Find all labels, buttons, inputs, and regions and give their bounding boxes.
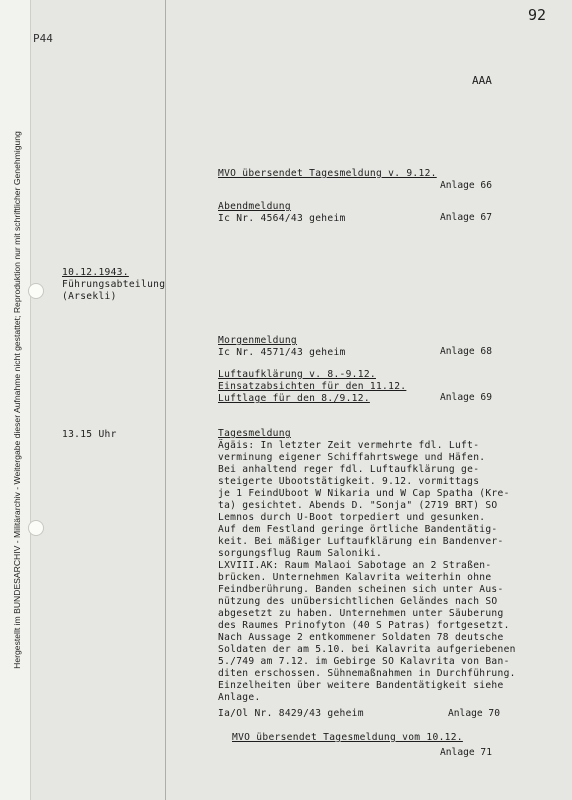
punch-hole-bottom [28, 520, 44, 536]
anlage-67: Anlage 67 [440, 212, 492, 223]
body-line: Auf dem Festland geringe örtliche Bandentätig- [218, 524, 498, 535]
body-line: sorgungsflug Raum Saloniki. [218, 548, 383, 559]
body-line: brücken. Unternehmen Kalavrita weiterhin ohne [218, 572, 492, 583]
body-line: ta) gesichtet. Abends D. "Sonja" (2719 BRT) SO [218, 500, 498, 511]
body-line: Nach Aussage 2 entkommener Soldaten 78 deutsche [218, 632, 504, 643]
body-line: nützung des unübersichtlichen Geländes nach SO [218, 596, 498, 607]
anlage-69: Anlage 69 [440, 392, 492, 403]
evening-report-ref: Ic Nr. 4564/43 geheim [218, 213, 346, 224]
morning-report-title: Morgenmeldung [218, 335, 297, 346]
mvo-report-1: MVO übersendet Tagesmeldung v. 9.12. [218, 168, 437, 179]
archive-notice: Hergestellt im BUNDESARCHIV - Militärarchiv - Weitergabe dieser Aufnahme nicht gestattet; Reproduktion nur mit schriftlicher Genehmigung [12, 131, 22, 669]
daily-report-ref: Ia/Ol Nr. 8429/43 geheim [218, 708, 364, 719]
body-line: diten erschossen. Sühnemaßnahmen in Durchführung. [218, 668, 516, 679]
body-line: Soldaten der am 5.10. bei Kalavrita aufgeriebenen [218, 644, 516, 655]
body-line: keit. Bei mäßiger Luftaufklärung ein Bandenver- [218, 536, 504, 547]
mvo-report-2: MVO übersendet Tagesmeldung vom 10.12. [232, 732, 463, 743]
morning-report-ref: Ic Nr. 4571/43 geheim [218, 347, 346, 358]
body-line: Anlage. [218, 692, 261, 703]
punch-hole-top [28, 283, 44, 299]
margin-time: 13.15 Uhr [62, 429, 117, 440]
daily-report-title: Tagesmeldung [218, 428, 291, 439]
body-line: Lemnos durch U-Boot torpediert und gesunken. [218, 512, 486, 523]
top-mark: AAA [472, 74, 492, 87]
margin-line [165, 0, 166, 800]
margin-department-code: (Arsekli) [62, 291, 117, 302]
body-line: steigerte Ubootstätigkeit. 9.12. vormittags [218, 476, 480, 487]
body-line: Bei anhaltend reger fdl. Luftaufklärung ge- [218, 464, 480, 475]
body-line: je 1 FeindUboot W Nikaria und W Cap Spatha (Kre- [218, 488, 510, 499]
corner-mark: P44 [33, 32, 53, 45]
archive-sidebar [0, 0, 31, 800]
air-situation-line: Luftlage für den 8./9.12. [218, 393, 370, 404]
body-line: verminung eigener Schiffahrtswege und Häfen. [218, 452, 486, 463]
evening-report-title: Abendmeldung [218, 201, 291, 212]
body-line: Feindberührung. Banden scheinen sich unter Aus- [218, 584, 504, 595]
body-line: 5./749 am 7.12. im Gebirge SO Kalavrita von Ban- [218, 656, 510, 667]
body-line: des Raumes Prinofyton (40 S Patras) fortgesetzt. [218, 620, 510, 631]
anlage-70: Anlage 70 [448, 708, 500, 719]
anlage-66: Anlage 66 [440, 180, 492, 191]
margin-date: 10.12.1943. [62, 267, 129, 278]
page-number: 92 [527, 6, 546, 24]
body-line: LXVIII.AK: Raum Malaoi Sabotage an 2 Straßen- [218, 560, 492, 571]
anlage-68: Anlage 68 [440, 346, 492, 357]
air-recon-line: Luftaufklärung v. 8.-9.12. [218, 369, 376, 380]
mission-plans-line: Einsatzabsichten für den 11.12. [218, 381, 407, 392]
body-line: Ägäis: In letzter Zeit vermehrte fdl. Luft- [218, 440, 480, 451]
margin-department: Führungsabteilung [62, 279, 166, 290]
anlage-71: Anlage 71 [440, 747, 492, 758]
body-line: abgesetzt zu haben. Unternehmen unter Säuberung [218, 608, 504, 619]
body-line: Einzelheiten über weitere Bandentätigkeit siehe [218, 680, 504, 691]
